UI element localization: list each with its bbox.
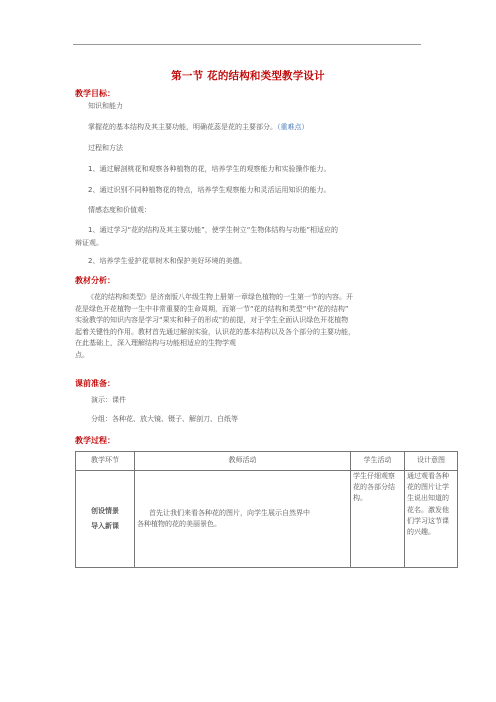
knowledge-text-body: 掌握花的基本结构及其主要功能，明确花蕊是花的主要部分。 <box>88 123 277 131</box>
analysis-paragraph <box>75 292 427 362</box>
column-header: 学生活动 <box>351 452 405 471</box>
page-title: 第一节 花的结构和类型教学设计 <box>171 70 325 82</box>
design-intent-line: 们学习这节课 <box>407 516 449 525</box>
design-intent-line: 花的图片让学 <box>407 483 449 492</box>
emotion-item-1-line-1: 1、通过学习“花的结构及其主要功能”，使学生树立“生物体结构与功能”相适应的 <box>88 226 338 234</box>
knowledge-text <box>88 122 309 133</box>
design-intent-line: 生说出知道的 <box>407 494 449 503</box>
student-activity-line: 花的各部分结 <box>353 483 395 492</box>
process-section-heading: 教学过程： <box>75 436 115 445</box>
design-intent-line: 花名。激发他 <box>407 505 449 514</box>
student-activity-cell <box>351 471 405 568</box>
key-point-tag: （重难点） <box>277 123 309 131</box>
emotion-heading: 情感态度和价值观： <box>88 206 151 214</box>
analysis-line: 起着关键性的作用。教材首先通过解剖实验，认识花的基本结构以及各个部分的主要功能， <box>75 327 355 336</box>
prep-heading: 课前准备： <box>75 379 115 388</box>
column-header: 教师活动 <box>135 452 351 471</box>
analysis-line: 实验教学的知识内容是学习“果实和种子的形成”的前提，对于学生全面认识绿色开花植物 <box>75 316 349 325</box>
analysis-heading: 教材分析： <box>75 276 115 285</box>
column-header: 教学环节 <box>76 452 135 471</box>
design-intent-line: 的兴趣。 <box>407 528 435 537</box>
knowledge-heading: 知识和能力 <box>88 102 123 110</box>
analysis-line: 在此基础上，深入理解结构与功能相适应的生物学观 <box>75 339 236 348</box>
analysis-line: 《花的结构和类型》是济南版八年级生物上册第一章绿色植物的一生第一节的内容。开 <box>87 293 353 301</box>
teacher-activity-line: 各种植物的花的美丽景色。 <box>137 520 221 528</box>
teaching-process-table <box>75 451 458 568</box>
emotion-item-2: 2、培养学生爱护花草树木和保护美好环境的美德。 <box>88 257 247 265</box>
emotion-item-1-line-2: 辩证观。 <box>75 239 103 247</box>
student-activity-line: 构。 <box>353 494 367 503</box>
process-item-2: 2、通过识别不同种植物花的特点，培养学生观察能力和灵活运用知识的能力。 <box>88 186 331 194</box>
table-header-row <box>76 452 458 471</box>
stage-cell <box>76 471 135 568</box>
teacher-activity-line: 首先让我们来看各种花的图片，向学生展示自然界中 <box>149 508 310 517</box>
teacher-activity-cell <box>135 471 351 568</box>
design-intent-line: 通过观看各种 <box>407 472 449 480</box>
process-heading: 过程和方法 <box>88 144 123 152</box>
table-row <box>76 471 458 568</box>
column-header: 设计意图 <box>405 452 458 471</box>
analysis-line: 花是绿色开花植物一生中非常重要的生命周期，而第一节“花的结构和类型”中“花的结构” <box>75 304 349 313</box>
stage-label: 导入新课 <box>91 522 119 530</box>
header-rule <box>73 44 421 45</box>
process-item-1: 1、通过解剖桃花和观察各种植物的花，培养学生的观察能力和实验操作能力。 <box>88 165 331 173</box>
prep-demo: 演示：课件 <box>91 396 126 404</box>
prep-group: 分组：各种花、放大镜、镊子、解剖刀、白纸等 <box>91 415 238 423</box>
stage-label: 创设情景 <box>91 507 119 515</box>
design-intent-cell <box>405 471 458 568</box>
student-activity-line: 学生仔细观察 <box>353 472 395 480</box>
objectives-heading: 教学目标： <box>75 89 115 98</box>
analysis-line: 点。 <box>75 350 89 359</box>
